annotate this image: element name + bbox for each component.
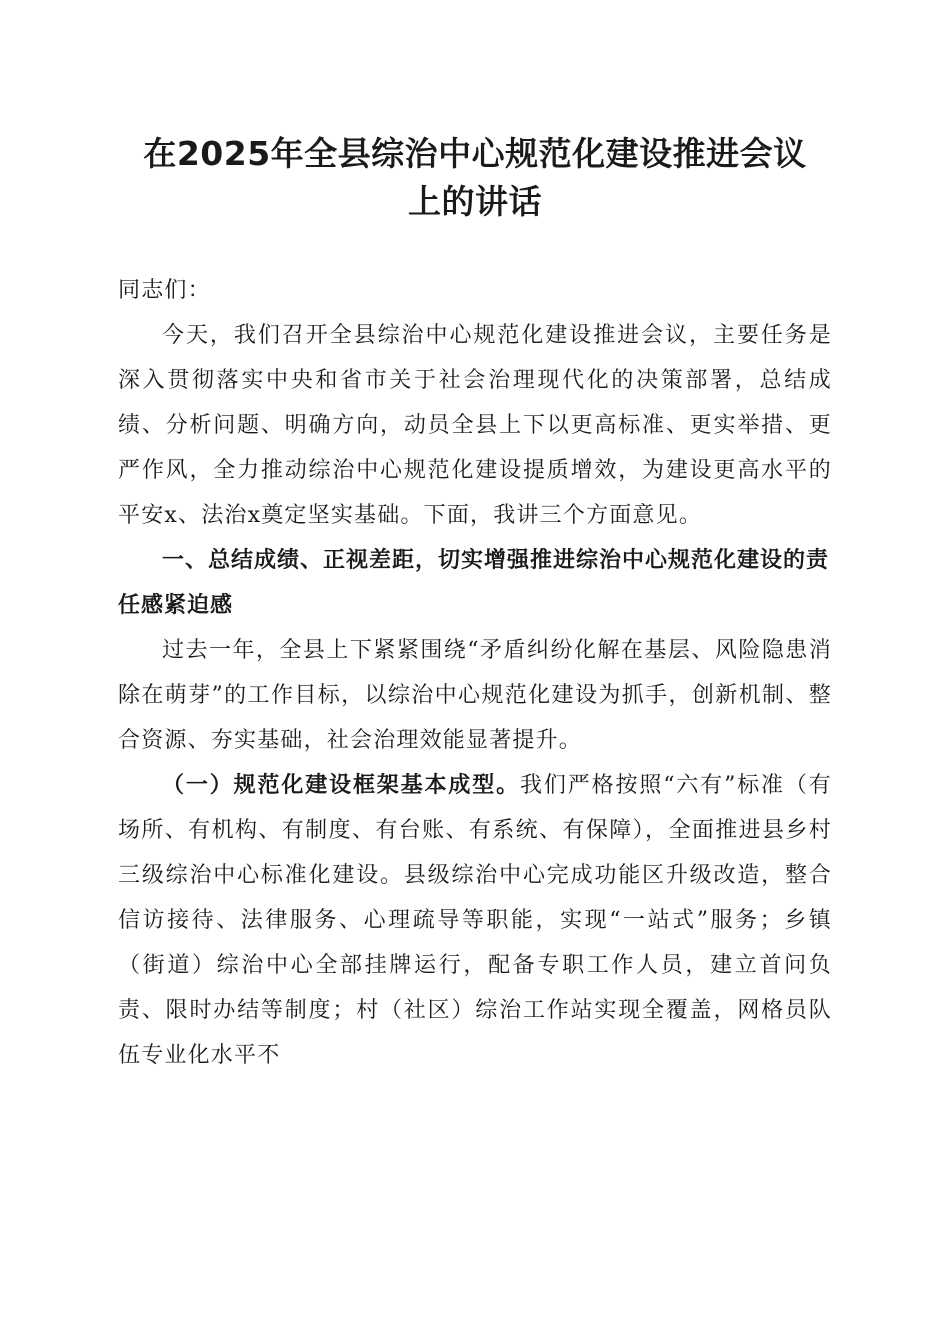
section-1-heading: 一、总结成绩、正视差距，切实增强推进综治中心规范化建设的责任感紧迫感 [118, 548, 830, 618]
document-page [118, 130, 832, 1078]
salutation: 同志们： [118, 278, 211, 303]
title-line-1: 在2025年全县综治中心规范化建设推进会议 [143, 134, 807, 173]
document-title [118, 130, 832, 226]
section-1-paragraph: 过去一年，全县上下紧紧围绕“矛盾纠纷化解在基层、风险隐患消除在萌芽”的工作目标，以综治中心规范化建设为抓手，创新机制、整合资源、夯实基础，社会治理效能显著提升。 [118, 638, 832, 753]
subsection-1-body: 我们严格按照“六有”标准（有场所、有机构、有制度、有台账、有系统、有保障），全面推进县乡村三级综治中心标准化建设。县级综治中心完成功能区升级改造，整合信访接待、法律服务、心理疏导等职能，实现“一站式”服务；乡镇（街道）综治中心全部挂牌运行，配备专职工作人员，建立首问负责、限时办结等制度；村（社区）综治工作站实现全覆盖，网格员队伍专业化水平不 [118, 773, 832, 1068]
intro-paragraph: 今天，我们召开全县综治中心规范化建设推进会议，主要任务是深入贯彻落实中央和省市关于社会治理现代化的决策部署，总结成绩、分析问题、明确方向，动员全县上下以更高标准、更实举措、更严作风，全力推动综治中心规范化建设提质增效，为建设更高水平的平安x、法治x奠定坚实基础。下面，我讲三个方面意见。 [118, 323, 832, 528]
subsection-1-paragraph [118, 763, 832, 1078]
subsection-1-lead: （一）规范化建设框架基本成型。 [162, 773, 521, 798]
title-line-2: 上的讲话 [408, 182, 542, 221]
